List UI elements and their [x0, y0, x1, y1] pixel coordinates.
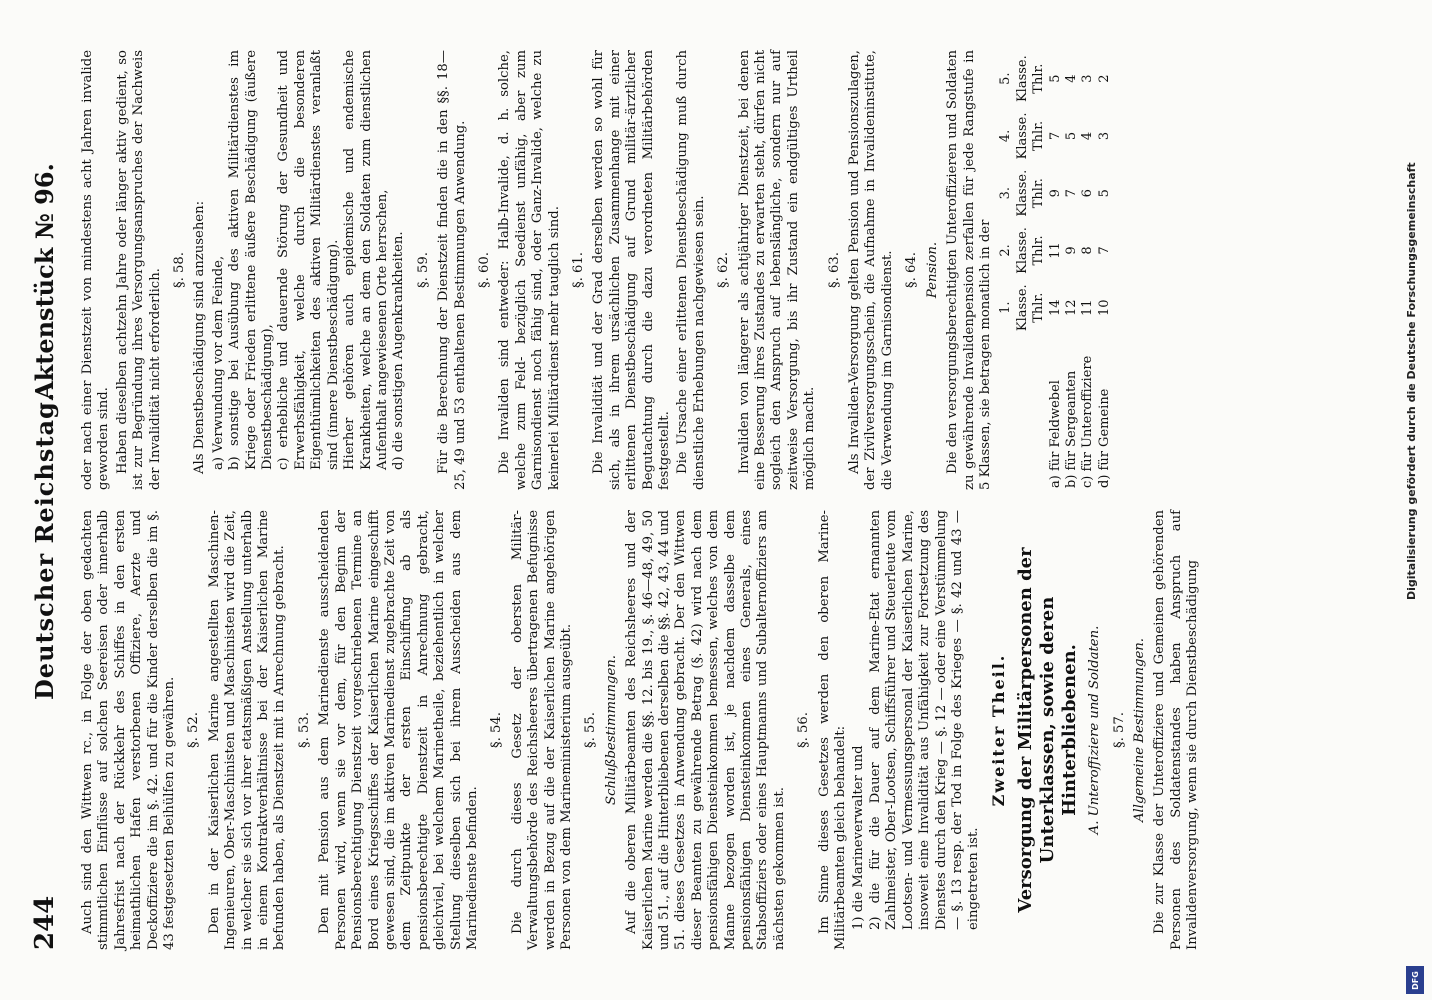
- table-header-cell: 3.: [998, 186, 1014, 200]
- table-cell: 9: [1063, 246, 1079, 255]
- table-cell: 4: [1080, 131, 1096, 141]
- section-number: §. 55.: [583, 712, 599, 748]
- table-header-cell: 2.: [998, 244, 1014, 257]
- left-column: [80, 510, 1204, 950]
- list-item: 1) die Marineverwalter und: [851, 745, 867, 930]
- table-cell: 5: [1096, 189, 1112, 198]
- section-number: §. 53.: [296, 712, 312, 748]
- pension-table: [998, 50, 1113, 490]
- page-number: 244: [30, 895, 60, 950]
- paragraph: Als Dienstbeschädigung sind anzusehen:: [192, 200, 208, 474]
- table-header-cell: Klasse.: [1014, 227, 1030, 274]
- section-number: §. 64.: [904, 252, 920, 288]
- table-cell: 8: [1080, 246, 1096, 255]
- paragraph: Auch sind den Wittwen rc., in Folge der oben gedachten stimmtlichen Einflüsse auf solchen Seereisen oder innerhalb Jahresfrist nach der Rückkehr des Schiffes in den ersten heimathlichen Hafen verstorbenen Offiziere, Aerzte und Deckoffiziere die im §. 42. und für die Kinder derselben die im §. 43 festgesetzten Beihülfen zu gewähren.: [80, 510, 178, 950]
- table-cell: 9: [1047, 189, 1063, 198]
- list-item: b) sonstige bei Ausübung des aktiven Militärdienstes im Kriege oder Frieden erlittene äußere Beschädigung (äußere Dienstbeschädigung),: [227, 50, 276, 470]
- paragraph: Die Ursache einer erlittenen Dienstbeschädigung muß durch dienstliche Erhebungen nachgewiesen sein.: [675, 50, 707, 490]
- paragraph: Haben dieselben achtzehn Jahre oder länger aktiv gedient, so ist zur Begründung ihres Versorgungsanspruches der Nachweis der Invalidität nicht erforderlich.: [114, 50, 163, 490]
- paragraph: Die durch dieses Gesetz der obersten Militär-Verwaltungsbehörde des Reichsheeres übertragenen Befugnisse werden in Bezug auf die der Kaiserlichen Marine angehörigen Personen von dem Marineministerium ausgeübt.: [509, 510, 574, 950]
- paragraph: Auf die oberen Militärbeamten des Reichsheeres und der Kaiserlichen Marine werden die §§. 12. bis 19., §. 46—48, 49, 50 und 51., auf die Hinterbliebenen derselben die §§. 42, 43, 44 und 51. dieses Gesetzes in Anwendung gebracht. Der den Wittwen dieser Beamten zu gewährende Betrag (§. 42) wird nach dem pensionsfähigen Diensteinkommen bemessen, welches von dem Manne bezogen worden ist, je nachdem dasselbe dem pensionsfähigen Diensteinkommen eines Generals, eines Stabsoffiziers oder eines Hauptmanns und Subalternoffiziers am nächsten gekommen ist.: [624, 510, 787, 950]
- list-item: 2) die für die Dauer auf dem Marine-Etat ernannten Zahlmeister, Ober-Lootsen, Schiffsführer und Steuerleute vom Lootsen- und Vermessungspersonal der Kaiserlichen Marine, insoweit eine Invalidität aus Unfähigkeit zur Fortsetzung des Dienstes durch den Krieg — §. 12 — oder eine Verstümmelung — §. 13 resp. der Tod in Folge des Krieges — §. 42 und 43 — eingetreten ist.: [867, 510, 982, 930]
- table-cell: 5: [1063, 131, 1079, 141]
- subheading: A. Unteroffiziere und Soldaten.: [1087, 625, 1103, 835]
- section-number: §. 62.: [716, 252, 732, 288]
- table-cell: 3: [1080, 74, 1096, 83]
- table-cell: 7: [1063, 189, 1079, 198]
- table-row-label: b) für Sergeanten: [1063, 370, 1079, 488]
- paragraph: Die zur Klasse der Unteroffiziere und Gemeinen gehörenden Personen des Soldatenstandes haben Anspruch auf Invalidenversorgung, wenn sie durch Dienstbeschädigung: [1152, 510, 1201, 950]
- annex-number: Aktenstück № 96.: [30, 163, 59, 400]
- table-unit-row: [1031, 50, 1047, 490]
- main-heading: Versorgung der Militärpersonen der Unterklassen, sowie deren Hinterbliebenen.: [1015, 547, 1081, 913]
- paragraph: Den in der Kaiserlichen Marine angestellten Maschinen-Ingenieuren, Ober-Maschinisten und Maschinisten wird die Zeit, in welcher sie sich vor ihrer etatsmäßigen Anstellung unterhalb in einem Kontraktverhältnisse bei der Kaiserlichen Marine befunden haben, als Dienstzeit mit in Anrechnung gebracht.: [206, 510, 288, 950]
- section-number: §. 52.: [186, 712, 202, 748]
- paragraph: Den mit Pension aus dem Marinedienste ausscheidenden Personen wird, wenn sie vor dem, für den Beginn der Pensionsberechtigung Dienstzeit vorgeschriebenen Termine an Bord eines Kriegsschiffes der Kaiserlichen Marine eingeschifft gewesen sind, die im aktiven Marinedienst zugebrachte Zeit von dem Zeitpunkte der ersten Einschiffung ab als pensionsberechtigte Dienstzeit in Anrechnung gebracht, gleichviel, bei welchem Marinetheile, beziehentlich in welcher Stellung dieselben sich bei ihrem Ausscheiden aus dem Marinedienste befinden.: [317, 510, 480, 950]
- subheading: Allgemeine Bestimmungen.: [1131, 638, 1147, 822]
- table-unit-cell: Thlr.: [1031, 178, 1047, 209]
- list-item: d) die sonstigen Augenkrankheiten.: [391, 231, 407, 470]
- paragraph: Im Sinne dieses Gesetzes werden den oberen Marine-Militärbeamten gleich behandelt:: [816, 510, 849, 950]
- table-cell: 6: [1080, 189, 1096, 198]
- digitization-credit: Digitalisierung gefördert durch die Deutsche Forschungsgemeinschaft: [1405, 162, 1418, 600]
- table-header-row: [1015, 50, 1031, 490]
- paragraph: Invaliden von längerer als achtjähriger Dienstzeit, bei denen eine Besserung ihres Zustandes zu erwarten steht, dürfen nicht sogleich den Anspruch auf lebenslängliche, sondern nur auf zeitweise Versorgung, bis ihr Zustand ein endgültiges Urtheil möglich macht.: [736, 50, 818, 490]
- table-cell: 3: [1096, 131, 1112, 141]
- section-number: §. 54.: [489, 712, 505, 748]
- table-cell: 12: [1063, 299, 1079, 316]
- table-header-cell: 4.: [998, 129, 1014, 143]
- list-item: Hierher gehören auch epidemische und endemische Krankheiten, welche an dem den Soldaten zum dienstlichen Aufenthalt angewiesenen Orte herrschen,: [342, 50, 390, 470]
- page-header: [30, 40, 70, 960]
- section-number: §. 56.: [796, 712, 812, 748]
- table-header-cell: Klasse.: [1014, 284, 1030, 332]
- table-unit-cell: Thlr.: [1031, 235, 1047, 266]
- table-cell: 5: [1047, 74, 1063, 83]
- paragraph: oder nach einer Dienstzeit von mindestens acht Jahren invalide geworden sind.: [80, 50, 112, 490]
- paragraph: Die Invalidität und der Grad derselben werden so wohl für sich, als in ihrem ursächlichen Zusammenhange mit einer erlittenen Dienstbeschädigung auf Grund militär-ärztlicher Begutachtung durch die dazu verordneten Militärbehörden festgestellt.: [591, 50, 672, 490]
- dfg-logo: [1406, 966, 1424, 994]
- part-heading: Zweiter Theil.: [988, 653, 1008, 807]
- enumerated-list: [211, 50, 408, 490]
- table-header-cell: Klasse.: [1014, 55, 1030, 103]
- table-row: [1080, 50, 1096, 490]
- section-number: §. 60.: [476, 252, 492, 288]
- subheading: Pension.: [924, 241, 940, 299]
- publication-title: Deutscher Reichstag.: [30, 391, 59, 700]
- table-row: [1097, 50, 1113, 490]
- table-unit-cell: Thlr.: [1031, 63, 1047, 94]
- table-header-cell: 5.: [998, 72, 1014, 85]
- table-cell: 4: [1063, 74, 1079, 83]
- table-unit-cell: Thlr.: [1031, 120, 1047, 151]
- table-cell: 10: [1096, 299, 1112, 316]
- paragraph: Für die Berechnung der Dienstzeit finden die in den §§. 18—25, 49 und 53 enthaltenen Bestimmungen Anwendung.: [436, 50, 468, 490]
- table-cell: 7: [1047, 131, 1063, 141]
- section-number: §. 57.: [1111, 712, 1127, 748]
- table-header-cell: Klasse.: [1014, 169, 1030, 217]
- table-unit-cell: Thlr.: [1031, 292, 1047, 323]
- table-row-label: c) für Unteroffiziere: [1080, 355, 1096, 488]
- table-cell: 11: [1080, 299, 1096, 316]
- table-cell: 2: [1096, 74, 1112, 83]
- right-column: [80, 50, 1113, 490]
- section-number: §. 58.: [172, 252, 188, 288]
- enumerated-list: [851, 510, 982, 950]
- table-header-cell: 1.: [998, 301, 1014, 314]
- table-row-label: a) für Feldwebel: [1047, 380, 1063, 488]
- dfg-logo-text: DFG: [1410, 970, 1420, 990]
- list-item: a) Verwundung vor dem Feinde,: [210, 255, 226, 470]
- section-number: §. 63.: [826, 252, 842, 288]
- paragraph: Als Invaliden-Versorgung gelten Pension und Pensionszulagen, der Zivilversorgungsschein, die Aufnahme in Invalideninstitute, die Verwendung im Garnisondienst.: [847, 50, 895, 490]
- section-number: §. 59.: [415, 252, 431, 288]
- table-cell: 11: [1047, 242, 1063, 259]
- table-row-label: d) für Gemeine: [1096, 388, 1112, 488]
- table-row: [1048, 50, 1064, 490]
- table-cell: 7: [1096, 246, 1112, 255]
- table-row: [1064, 50, 1080, 490]
- table-header-cell: Klasse.: [1014, 112, 1030, 160]
- subheading: Schlußbestimmungen.: [603, 655, 619, 805]
- table-cell: 14: [1047, 299, 1063, 316]
- paragraph: Die den versorgungsberechtigten Unteroffizieren und Soldaten zu gewährende Invalidenpension zerfallen für jede Rangstufe in 5 Klassen, sie betragen monatlich in der: [945, 50, 993, 490]
- table-header-row: [998, 50, 1014, 490]
- section-number: §. 61.: [570, 252, 586, 288]
- list-item: c) erhebliche und dauernde Störung der Gesundheit und Erwerbsfähigkeit, welche durch die besonderen Eigenthümlichkeiten des aktiven Militärdienstes veranlaßt sind (innere Dienstbeschädigung).: [276, 50, 341, 470]
- paragraph: Die Invaliden sind entweder: Halb-Invalide, d. h. solche, welche zum Feld- bezüglich Seedienst unfähig, aber zum Garnisondienst noch fähig sind, oder Ganz-Invalide, welche zu keinerlei Militärdienst mehr tauglich sind.: [497, 50, 562, 490]
